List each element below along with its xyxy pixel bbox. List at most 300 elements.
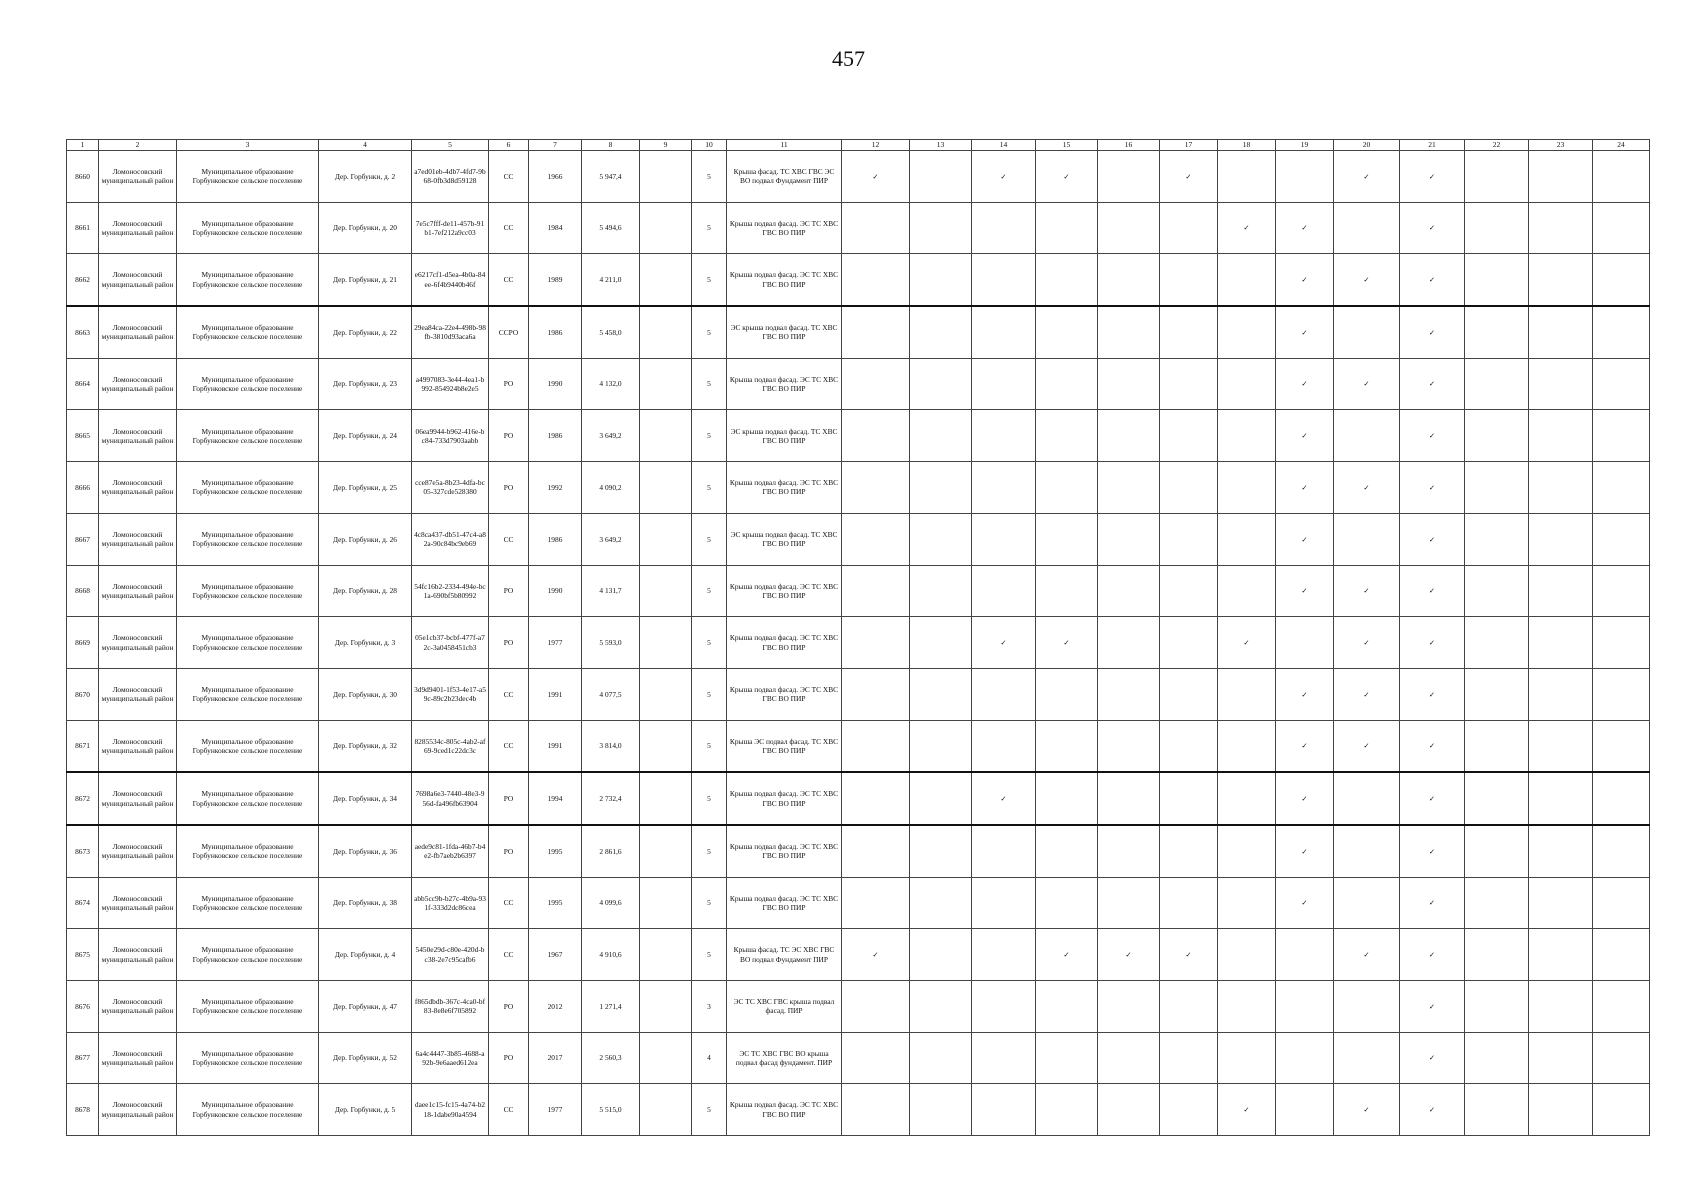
empty-cell [1218, 565, 1276, 617]
empty-cell [1218, 668, 1276, 720]
works-list-cell: Крыша фасад. ТС ХВС ГВС ЭС ВО подвал Фундамент ПИР [727, 151, 842, 203]
municipality-cell: Муниципальное образование Горбунковское сельское поселение [177, 617, 319, 669]
row-number-cell: 8672 [67, 772, 99, 825]
check-mark-cell: ✓ [1276, 877, 1334, 929]
empty-cell [1529, 513, 1593, 565]
empty-cell [1334, 306, 1400, 358]
address-cell: Дер. Горбунки, д. 34 [319, 772, 412, 825]
empty-cell [1218, 513, 1276, 565]
address-cell: Дер. Горбунки, д. 20 [319, 202, 412, 254]
empty-cell [1334, 825, 1400, 877]
district-cell: Ломоносовский муниципальный район [99, 877, 177, 929]
column-header-24: 24 [1593, 140, 1650, 151]
empty-cell [1593, 772, 1650, 825]
check-mark-cell: ✓ [1098, 929, 1160, 981]
works-list-cell: Крыша подвал фасад. ЭС ТС ХВС ГВС ВО ПИР [727, 877, 842, 929]
empty-cell [1529, 410, 1593, 462]
empty-cell [972, 410, 1036, 462]
check-mark-cell: ✓ [1276, 668, 1334, 720]
empty-cell [1529, 462, 1593, 514]
empty-cell [842, 1032, 910, 1084]
area-cell: 4 099,6 [582, 877, 640, 929]
empty-cell [1465, 981, 1529, 1033]
municipality-cell: Муниципальное образование Горбунковское сельское поселение [177, 151, 319, 203]
empty-cell [1276, 929, 1334, 981]
empty-cell [1098, 306, 1160, 358]
municipality-cell: Муниципальное образование Горбунковское сельское поселение [177, 1084, 319, 1136]
build-year-cell: 1989 [529, 254, 582, 306]
check-mark-cell: ✓ [1160, 151, 1218, 203]
empty-cell [1098, 410, 1160, 462]
empty-cell [972, 202, 1036, 254]
empty-cell [972, 877, 1036, 929]
district-cell: Ломоносовский муниципальный район [99, 151, 177, 203]
table-row [67, 306, 1650, 358]
empty-cell [1036, 565, 1098, 617]
wall-material-cell: СС [489, 668, 529, 720]
building-id-cell: 05e1cb37-bcbf-477f-a72c-3a0458451cb3 [412, 617, 489, 669]
empty-cell [1098, 772, 1160, 825]
empty-cell [1218, 981, 1276, 1033]
column-header-9: 9 [640, 140, 692, 151]
empty-cell [1036, 513, 1098, 565]
empty-cell [1036, 720, 1098, 772]
check-mark-cell: ✓ [1036, 929, 1098, 981]
empty-cell [1334, 410, 1400, 462]
table-row [67, 410, 1650, 462]
empty-cell [910, 358, 972, 410]
empty-cell [842, 358, 910, 410]
district-cell: Ломоносовский муниципальный район [99, 668, 177, 720]
empty-cell [1160, 462, 1218, 514]
empty-cell [1465, 617, 1529, 669]
address-cell: Дер. Горбунки, д. 5 [319, 1084, 412, 1136]
floors-cell: 5 [692, 254, 727, 306]
area-cell: 3 649,2 [582, 410, 640, 462]
check-mark-cell: ✓ [842, 151, 910, 203]
area-cell: 5 494,6 [582, 202, 640, 254]
column-9-cell [640, 306, 692, 358]
area-cell: 4 211,0 [582, 254, 640, 306]
check-mark-cell: ✓ [1400, 877, 1465, 929]
empty-cell [1593, 410, 1650, 462]
wall-material-cell: СС [489, 929, 529, 981]
empty-cell [1529, 772, 1593, 825]
address-cell: Дер. Горбунки, д. 26 [319, 513, 412, 565]
empty-cell [972, 462, 1036, 514]
empty-cell [1218, 1032, 1276, 1084]
row-number-cell: 8664 [67, 358, 99, 410]
empty-cell [1529, 1084, 1593, 1136]
floors-cell: 5 [692, 358, 727, 410]
empty-cell [972, 825, 1036, 877]
area-cell: 5 593,0 [582, 617, 640, 669]
table-row [67, 462, 1650, 514]
area-cell: 5 458,0 [582, 306, 640, 358]
empty-cell [1276, 151, 1334, 203]
empty-cell [972, 720, 1036, 772]
municipality-cell: Муниципальное образование Горбунковское сельское поселение [177, 202, 319, 254]
empty-cell [972, 306, 1036, 358]
check-mark-cell: ✓ [1400, 202, 1465, 254]
empty-cell [1465, 929, 1529, 981]
municipality-cell: Муниципальное образование Горбунковское сельское поселение [177, 981, 319, 1033]
empty-cell [842, 981, 910, 1033]
empty-cell [1465, 825, 1529, 877]
check-mark-cell: ✓ [1400, 720, 1465, 772]
empty-cell [1098, 462, 1160, 514]
empty-cell [1098, 981, 1160, 1033]
build-year-cell: 1967 [529, 929, 582, 981]
check-mark-cell: ✓ [1400, 513, 1465, 565]
empty-cell [842, 565, 910, 617]
row-number-cell: 8675 [67, 929, 99, 981]
empty-cell [1529, 1032, 1593, 1084]
empty-cell [910, 825, 972, 877]
check-mark-cell: ✓ [1400, 410, 1465, 462]
empty-cell [910, 410, 972, 462]
check-mark-cell: ✓ [1276, 202, 1334, 254]
municipality-cell: Муниципальное образование Горбунковское сельское поселение [177, 772, 319, 825]
empty-cell [1098, 668, 1160, 720]
build-year-cell: 1977 [529, 1084, 582, 1136]
empty-cell [1160, 306, 1218, 358]
empty-cell [1465, 254, 1529, 306]
empty-cell [910, 565, 972, 617]
build-year-cell: 1995 [529, 877, 582, 929]
column-9-cell [640, 151, 692, 203]
empty-cell [1098, 617, 1160, 669]
address-cell: Дер. Горбунки, д. 38 [319, 877, 412, 929]
check-mark-cell: ✓ [1400, 1032, 1465, 1084]
empty-cell [1036, 1084, 1098, 1136]
wall-material-cell: РО [489, 410, 529, 462]
empty-cell [1160, 358, 1218, 410]
empty-cell [1098, 720, 1160, 772]
table-row [67, 151, 1650, 203]
row-number-cell: 8673 [67, 825, 99, 877]
table-header [67, 140, 1650, 151]
check-mark-cell: ✓ [1400, 151, 1465, 203]
building-id-cell: 6a4c4447-3b85-4688-a92b-9e6aaed612ea [412, 1032, 489, 1084]
column-9-cell [640, 929, 692, 981]
empty-cell [1036, 981, 1098, 1033]
check-mark-cell: ✓ [1334, 565, 1400, 617]
floors-cell: 5 [692, 202, 727, 254]
district-cell: Ломоносовский муниципальный район [99, 825, 177, 877]
column-header-19: 19 [1276, 140, 1334, 151]
floors-cell: 5 [692, 720, 727, 772]
empty-cell [1334, 772, 1400, 825]
empty-cell [1593, 254, 1650, 306]
row-number-cell: 8676 [67, 981, 99, 1033]
empty-cell [1529, 877, 1593, 929]
wall-material-cell: РО [489, 462, 529, 514]
empty-cell [1036, 1032, 1098, 1084]
empty-cell [1218, 772, 1276, 825]
empty-cell [972, 1084, 1036, 1136]
column-9-cell [640, 462, 692, 514]
empty-cell [910, 151, 972, 203]
wall-material-cell: РО [489, 565, 529, 617]
check-mark-cell: ✓ [1276, 254, 1334, 306]
empty-cell [1098, 151, 1160, 203]
wall-material-cell: СС [489, 254, 529, 306]
build-year-cell: 1990 [529, 358, 582, 410]
empty-cell [1036, 358, 1098, 410]
district-cell: Ломоносовский муниципальный район [99, 1084, 177, 1136]
row-number-cell: 8666 [67, 462, 99, 514]
building-id-cell: 54fc16b2-2334-494e-bc1a-690bf5b80992 [412, 565, 489, 617]
empty-cell [910, 1084, 972, 1136]
works-list-cell: Крыша подвал фасад. ЭС ТС ХВС ГВС ВО ПИР [727, 825, 842, 877]
building-id-cell: f865dbdb-367c-4ca0-bf83-8e8e6f705892 [412, 981, 489, 1033]
empty-cell [1218, 462, 1276, 514]
column-header-13: 13 [910, 140, 972, 151]
address-cell: Дер. Горбунки, д. 21 [319, 254, 412, 306]
empty-cell [1465, 720, 1529, 772]
column-header-23: 23 [1529, 140, 1593, 151]
table-row [67, 772, 1650, 825]
district-cell: Ломоносовский муниципальный район [99, 1032, 177, 1084]
empty-cell [972, 358, 1036, 410]
wall-material-cell: РО [489, 981, 529, 1033]
empty-cell [1098, 825, 1160, 877]
column-header-14: 14 [972, 140, 1036, 151]
building-id-cell: 7e5c7fff-de11-457b-91b1-7ef212a9cc03 [412, 202, 489, 254]
empty-cell [842, 877, 910, 929]
floors-cell: 5 [692, 410, 727, 462]
wall-material-cell: РО [489, 1032, 529, 1084]
check-mark-cell: ✓ [1218, 1084, 1276, 1136]
row-number-cell: 8660 [67, 151, 99, 203]
district-cell: Ломоносовский муниципальный район [99, 513, 177, 565]
empty-cell [1529, 254, 1593, 306]
build-year-cell: 1986 [529, 513, 582, 565]
empty-cell [1160, 1084, 1218, 1136]
empty-cell [842, 254, 910, 306]
empty-cell [1593, 825, 1650, 877]
area-cell: 4 910,6 [582, 929, 640, 981]
building-id-cell: daee1c15-fc15-4a74-b218-1dabe90a4594 [412, 1084, 489, 1136]
check-mark-cell: ✓ [1036, 617, 1098, 669]
municipality-cell: Муниципальное образование Горбунковское сельское поселение [177, 929, 319, 981]
building-id-cell: a4997083-3e44-4ea1-b992-854924b8e2e5 [412, 358, 489, 410]
empty-cell [1465, 565, 1529, 617]
wall-material-cell: РО [489, 358, 529, 410]
wall-material-cell: РО [489, 617, 529, 669]
works-list-cell: Крыша подвал фасад. ЭС ТС ХВС ГВС ВО ПИР [727, 565, 842, 617]
empty-cell [1465, 462, 1529, 514]
floors-cell: 5 [692, 825, 727, 877]
district-cell: Ломоносовский муниципальный район [99, 462, 177, 514]
empty-cell [910, 513, 972, 565]
empty-cell [1160, 410, 1218, 462]
wall-material-cell: РО [489, 772, 529, 825]
empty-cell [1593, 513, 1650, 565]
column-header-10: 10 [692, 140, 727, 151]
build-year-cell: 1984 [529, 202, 582, 254]
empty-cell [1160, 513, 1218, 565]
empty-cell [910, 772, 972, 825]
empty-cell [1334, 513, 1400, 565]
building-id-cell: abb5cc9b-b27c-4b9a-931f-333d2dc86cea [412, 877, 489, 929]
building-id-cell: 7698a6e3-7440-48e3-956d-fa496fb63904 [412, 772, 489, 825]
empty-cell [1160, 617, 1218, 669]
empty-cell [1218, 825, 1276, 877]
wall-material-cell: СС [489, 151, 529, 203]
row-number-cell: 8665 [67, 410, 99, 462]
column-9-cell [640, 668, 692, 720]
build-year-cell: 1986 [529, 306, 582, 358]
column-9-cell [640, 1084, 692, 1136]
column-header-5: 5 [412, 140, 489, 151]
empty-cell [1465, 151, 1529, 203]
housing-registry-table [66, 139, 1650, 1136]
empty-cell [1160, 202, 1218, 254]
row-number-cell: 8671 [67, 720, 99, 772]
build-year-cell: 1992 [529, 462, 582, 514]
column-9-cell [640, 410, 692, 462]
empty-cell [1218, 877, 1276, 929]
build-year-cell: 1986 [529, 410, 582, 462]
address-cell: Дер. Горбунки, д. 28 [319, 565, 412, 617]
building-id-cell: aede9c81-1fda-46b7-b4e2-fb7aeb2b6397 [412, 825, 489, 877]
empty-cell [1334, 202, 1400, 254]
check-mark-cell: ✓ [1036, 151, 1098, 203]
column-header-18: 18 [1218, 140, 1276, 151]
check-mark-cell: ✓ [1276, 772, 1334, 825]
address-cell: Дер. Горбунки, д. 47 [319, 981, 412, 1033]
empty-cell [972, 981, 1036, 1033]
address-cell: Дер. Горбунки, д. 24 [319, 410, 412, 462]
column-header-4: 4 [319, 140, 412, 151]
build-year-cell: 2012 [529, 981, 582, 1033]
area-cell: 3 649,2 [582, 513, 640, 565]
check-mark-cell: ✓ [1400, 1084, 1465, 1136]
empty-cell [1036, 254, 1098, 306]
empty-cell [910, 668, 972, 720]
empty-cell [842, 202, 910, 254]
column-9-cell [640, 825, 692, 877]
column-header-15: 15 [1036, 140, 1098, 151]
table-row [67, 617, 1650, 669]
district-cell: Ломоносовский муниципальный район [99, 565, 177, 617]
empty-cell [1334, 981, 1400, 1033]
build-year-cell: 1991 [529, 668, 582, 720]
check-mark-cell: ✓ [1276, 306, 1334, 358]
column-9-cell [640, 202, 692, 254]
row-number-cell: 8669 [67, 617, 99, 669]
empty-cell [972, 254, 1036, 306]
check-mark-cell: ✓ [842, 929, 910, 981]
row-number-cell: 8674 [67, 877, 99, 929]
municipality-cell: Муниципальное образование Горбунковское сельское поселение [177, 825, 319, 877]
row-number-cell: 8677 [67, 1032, 99, 1084]
municipality-cell: Муниципальное образование Горбунковское сельское поселение [177, 410, 319, 462]
floors-cell: 5 [692, 668, 727, 720]
empty-cell [910, 877, 972, 929]
municipality-cell: Муниципальное образование Горбунковское сельское поселение [177, 462, 319, 514]
building-id-cell: cce87e5a-8b23-4dfa-bc05-327cde528380 [412, 462, 489, 514]
municipality-cell: Муниципальное образование Горбунковское сельское поселение [177, 358, 319, 410]
empty-cell [910, 202, 972, 254]
table-row [67, 825, 1650, 877]
check-mark-cell: ✓ [1276, 565, 1334, 617]
area-cell: 4 131,7 [582, 565, 640, 617]
empty-cell [972, 565, 1036, 617]
table-row [67, 668, 1650, 720]
address-cell: Дер. Горбунки, д. 30 [319, 668, 412, 720]
works-list-cell: ЭС крыша подвал фасад. ТС ХВС ГВС ВО ПИР [727, 513, 842, 565]
address-cell: Дер. Горбунки, д. 52 [319, 1032, 412, 1084]
works-list-cell: Крыша подвал фасад. ЭС ТС ХВС ГВС ВО ПИР [727, 254, 842, 306]
empty-cell [972, 513, 1036, 565]
empty-cell [1218, 254, 1276, 306]
check-mark-cell: ✓ [1334, 1084, 1400, 1136]
check-mark-cell: ✓ [1400, 617, 1465, 669]
empty-cell [1465, 668, 1529, 720]
check-mark-cell: ✓ [1400, 668, 1465, 720]
empty-cell [1276, 1032, 1334, 1084]
table-row [67, 202, 1650, 254]
empty-cell [1334, 1032, 1400, 1084]
check-mark-cell: ✓ [1400, 825, 1465, 877]
address-cell: Дер. Горбунки, д. 3 [319, 617, 412, 669]
check-mark-cell: ✓ [1276, 462, 1334, 514]
check-mark-cell: ✓ [1400, 565, 1465, 617]
column-9-cell [640, 617, 692, 669]
empty-cell [842, 668, 910, 720]
district-cell: Ломоносовский муниципальный район [99, 410, 177, 462]
floors-cell: 5 [692, 513, 727, 565]
wall-material-cell: СС [489, 720, 529, 772]
row-number-cell: 8661 [67, 202, 99, 254]
column-header-11: 11 [727, 140, 842, 151]
address-cell: Дер. Горбунки, д. 4 [319, 929, 412, 981]
table-body [67, 151, 1650, 1136]
check-mark-cell: ✓ [1218, 202, 1276, 254]
column-header-7: 7 [529, 140, 582, 151]
empty-cell [1098, 1032, 1160, 1084]
empty-cell [1593, 306, 1650, 358]
check-mark-cell: ✓ [1400, 306, 1465, 358]
check-mark-cell: ✓ [1276, 825, 1334, 877]
column-9-cell [640, 1032, 692, 1084]
empty-cell [1465, 358, 1529, 410]
works-list-cell: Крыша подвал фасад. ЭС ТС ХВС ГВС ВО ПИР [727, 202, 842, 254]
build-year-cell: 1995 [529, 825, 582, 877]
empty-cell [1160, 668, 1218, 720]
area-cell: 5 515,0 [582, 1084, 640, 1136]
empty-cell [972, 1032, 1036, 1084]
area-cell: 4 090,2 [582, 462, 640, 514]
column-9-cell [640, 720, 692, 772]
empty-cell [842, 410, 910, 462]
works-list-cell: Крыша подвал фасад. ЭС ТС ХВС ГВС ВО ПИР [727, 668, 842, 720]
empty-cell [910, 462, 972, 514]
building-id-cell: e6217cf1-d5ea-4b0a-84ee-6f4b9440b46f [412, 254, 489, 306]
area-cell: 2 560,3 [582, 1032, 640, 1084]
works-list-cell: ЭС ТС ХВС ГВС крыша подвал фасад. ПИР [727, 981, 842, 1033]
row-number-cell: 8678 [67, 1084, 99, 1136]
wall-material-cell: СС [489, 202, 529, 254]
municipality-cell: Муниципальное образование Горбунковское сельское поселение [177, 306, 319, 358]
wall-material-cell: СС [489, 877, 529, 929]
empty-cell [1036, 202, 1098, 254]
wall-material-cell: РО [489, 825, 529, 877]
check-mark-cell: ✓ [1276, 358, 1334, 410]
